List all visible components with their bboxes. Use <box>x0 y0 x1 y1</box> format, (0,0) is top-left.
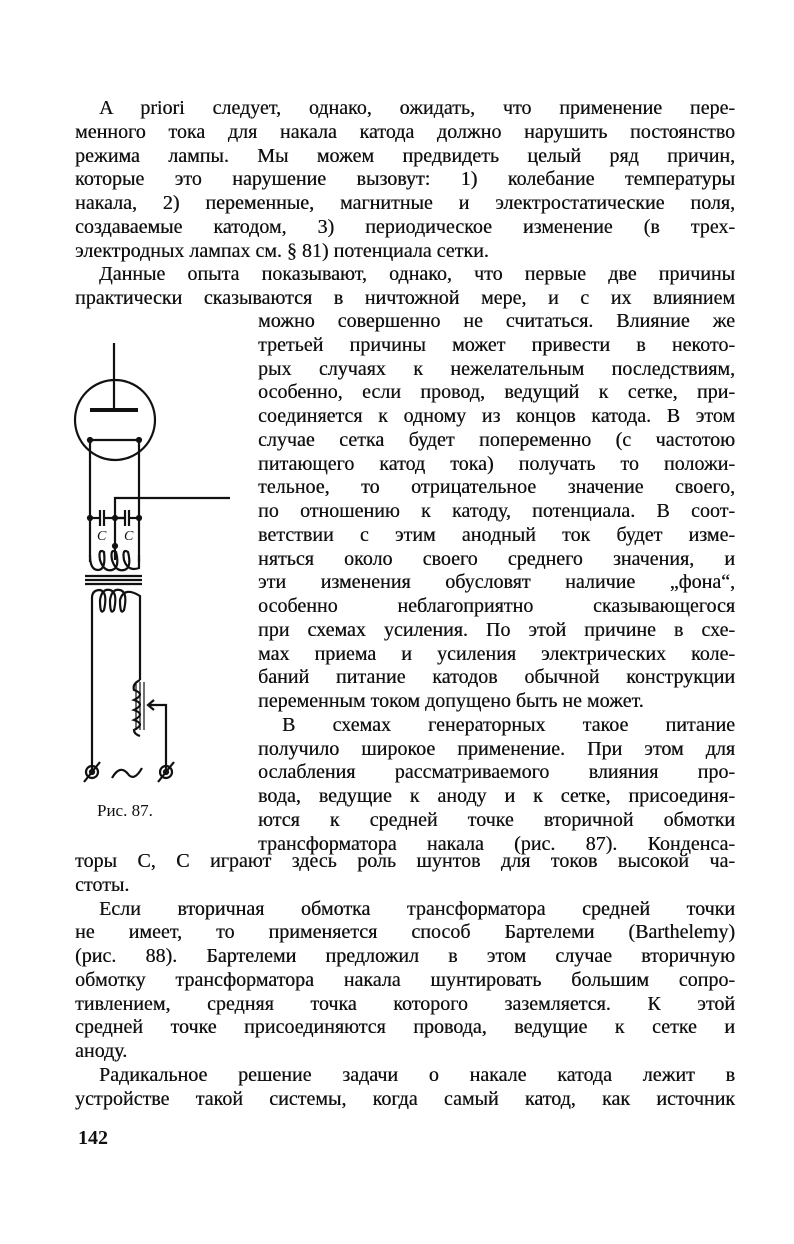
text-line: баний питание катодов обычной конструкции <box>258 666 735 689</box>
text-block-beside-figure <box>258 310 735 856</box>
text-line: по отношению к катоду, потенциала. В соот- <box>258 500 735 522</box>
page-number: 142 <box>78 1127 108 1149</box>
text-block-bottom <box>75 850 735 1111</box>
text-line: аноду. <box>75 1040 128 1062</box>
text-line: A priori следует, однако, ожидать, что применение пере- <box>99 97 735 119</box>
transformer-icon <box>85 551 142 770</box>
text-line: не имеет, то применяется способ Бартелеми (Barthelemy) <box>75 921 735 944</box>
text-line: особенно неблагоприятно сказывающегося <box>258 595 735 617</box>
filament-leads-and-capacitors <box>88 440 230 562</box>
ac-terminals-icon <box>84 762 174 782</box>
text-line: случае сетка будет попеременно (с частотою <box>258 428 735 451</box>
text-line: получило широкое применение. При этом для <box>258 737 735 760</box>
text-line: режима лампы. Мы можем предвидеть целый ряд причин, <box>75 144 735 167</box>
text-line: которые это нарушение вызовут: 1) колебание температуры <box>75 168 735 191</box>
text-line: торы C, C играют здесь роль шунтов для токов высокой ча- <box>75 850 735 872</box>
text-line: устройстве такой системы, когда самый катод, как источник <box>75 1087 735 1110</box>
text-line: Данные опыта показывают, однако, что первые две причины <box>99 263 735 286</box>
text-line: трансформатора накала (рис. 87). Конденса- <box>258 832 735 855</box>
text-line: создаваемые катодом, 3) периодическое изменение (в трех- <box>75 215 735 238</box>
text-line: накала, 2) переменные, магнитные и электростатические поля, <box>75 192 735 214</box>
text-line: средней точке присоединяются провода, ведущие к сетке и <box>75 1016 735 1039</box>
text-line: стоты. <box>75 873 130 896</box>
capacitor-label-left: C <box>97 529 107 544</box>
text-line: В схемах генераторных такое питание <box>282 713 735 736</box>
rheostat-icon <box>134 680 166 770</box>
text-line: переменным током допущено быть не может. <box>258 690 644 712</box>
text-line: практически сказываются в ничтожной мере, и с их влиянием <box>75 287 735 309</box>
text-line: питающего катод тока) получать то положи- <box>258 452 735 475</box>
text-line: ветствии с этим анодный ток будет изме- <box>258 523 735 546</box>
text-line: Радикальное решение задачи о накале катода лежит в <box>99 1063 735 1086</box>
text-line: рых случаях к нежелательным последствиям, <box>258 357 735 380</box>
text-line: обмотку трансформатора накала шунтировать большим сопро- <box>75 968 735 991</box>
text-line: менного тока для накала катода должно нарушить постоянство <box>75 120 735 143</box>
text-line: особенно, если провод, ведущий к сетке, при- <box>258 381 735 404</box>
text-line: мах приема и усиления электрических коле- <box>258 642 735 665</box>
text-line: вода, ведущие к аноду и к сетке, присоединя- <box>258 785 735 807</box>
text-line: электродных лампах см. § 81) потенциала сетки. <box>75 239 489 262</box>
text-line: эти изменения обусловят наличие „фона“, <box>258 571 735 594</box>
text-line: можно совершенно не считаться. Влияние же <box>258 310 735 332</box>
text-line: ются к средней точке вторичной обмотки <box>258 808 735 831</box>
text-line: третьей причины может привести в некото- <box>258 333 735 356</box>
text-block-top <box>75 97 735 311</box>
text-line: няться около своего среднего значения, и <box>258 547 735 570</box>
text-line: тельное, то отрицательное значение своего, <box>258 476 735 499</box>
capacitor-label-right: C <box>124 529 134 544</box>
text-line: при схемах усиления. По этой причине в схе- <box>258 618 735 641</box>
text-line: ослабления рассматриваемого влияния про- <box>258 761 735 784</box>
circuit-diagram-figure <box>60 330 260 800</box>
text-line: тивлением, средняя точка которого заземляется. К этой <box>75 992 735 1015</box>
text-line: (рис. 88). Бартелеми предложил в этом случае вторичную <box>75 945 735 967</box>
text-line: Если вторичная обмотка трансформатора средней точки <box>99 897 735 920</box>
text-line: соединяется к одному из концов катода. В этом <box>258 405 735 427</box>
figure-caption: Рис. 87. <box>97 801 153 820</box>
vacuum-tube-icon <box>75 343 155 460</box>
